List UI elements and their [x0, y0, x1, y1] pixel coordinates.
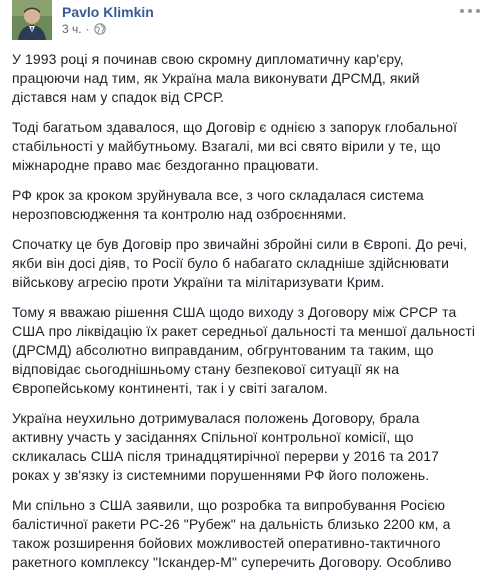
post-meta — [62, 22, 106, 36]
text-line: Тому я вважаю рішення США щодо виходу з Договору між СРСР та — [12, 304, 457, 320]
globe-icon[interactable] — [94, 23, 106, 35]
paragraph — [12, 186, 486, 224]
text-line: стабільності у майбутньому. Взагалі, ми всі свято вірили у те, що — [12, 138, 441, 154]
post-header — [12, 0, 482, 42]
avatar-photo-icon — [12, 0, 52, 40]
text-line: Ми спільно з США заявили, що розробка та випробування Росією — [12, 497, 446, 513]
post-timestamp[interactable]: 3 ч. — [62, 22, 82, 36]
meta-separator: · — [85, 22, 90, 36]
paragraph — [12, 409, 486, 485]
text-line: (ДРСМД) абсолютно виправданим, обгрунтованим та таким, що — [12, 342, 434, 358]
text-line: роках у зв'язку із системними порушеннями РФ його положень. — [12, 467, 430, 483]
text-line: працюючи над тим, як Україна мала виконувати ДРСМД, який — [12, 70, 420, 86]
text-line: також розширення бойових можливостей оперативно-тактичного — [12, 535, 441, 551]
paragraph — [12, 118, 486, 175]
paragraph — [12, 50, 486, 107]
text-line: активну участь у засіданнях Спільної контрольної комісії, що — [12, 429, 414, 445]
text-line: балістичної ракети РС-26 "Рубеж" на дальність близько 2200 км, а — [12, 516, 451, 532]
text-line: нерозповсюдження та контролю над озброєннями. — [12, 206, 347, 222]
author-name-link[interactable]: Pavlo Klimkin — [62, 4, 154, 20]
text-line: військову агресію проти України та мілітаризувати Крим. — [12, 274, 385, 290]
text-line: Тоді багатьом здавалося, що Договір є однією з запорук глобальної — [12, 119, 458, 135]
more-options-icon[interactable] — [460, 4, 480, 18]
text-line: ракетного комплексу "Іскандер-М" суперечить Договору. Особливо — [12, 554, 452, 570]
text-line: Україна неухильно дотримувалася положень Договору, брала — [12, 410, 420, 426]
paragraph — [12, 303, 486, 398]
text-line: дістався нам у спадок від СРСР. — [12, 89, 225, 105]
text-line: міжнародне право має бездоганно працювати. — [12, 157, 319, 173]
text-line: У 1993 році я починав свою скромну дипломатичну кар'єру, — [12, 51, 404, 67]
text-line: скликалась США після тринадцятирічної перерви у 2016 та 2017 — [12, 448, 440, 464]
paragraph — [12, 235, 486, 292]
post-text — [12, 50, 486, 583]
text-line: РФ крок за кроком зруйнувала все, з чого складалася система — [12, 187, 424, 203]
text-line: США про ліквідацію їх ракет середньої дальності та меншої дальності — [12, 323, 476, 339]
author-avatar[interactable] — [12, 0, 52, 40]
text-line: Спочатку це був Договір про звичайні збройні сили в Європі. До речі, — [12, 236, 468, 252]
text-line: Європейському континенті, так і у світі загалом. — [12, 380, 328, 396]
text-line: якби він досі діяв, то Росії було б набагато складніше здійснювати — [12, 255, 449, 271]
paragraph — [12, 496, 486, 572]
text-line: відповідає сьогоднішньому стану безпекової ситуації як на — [12, 361, 400, 377]
